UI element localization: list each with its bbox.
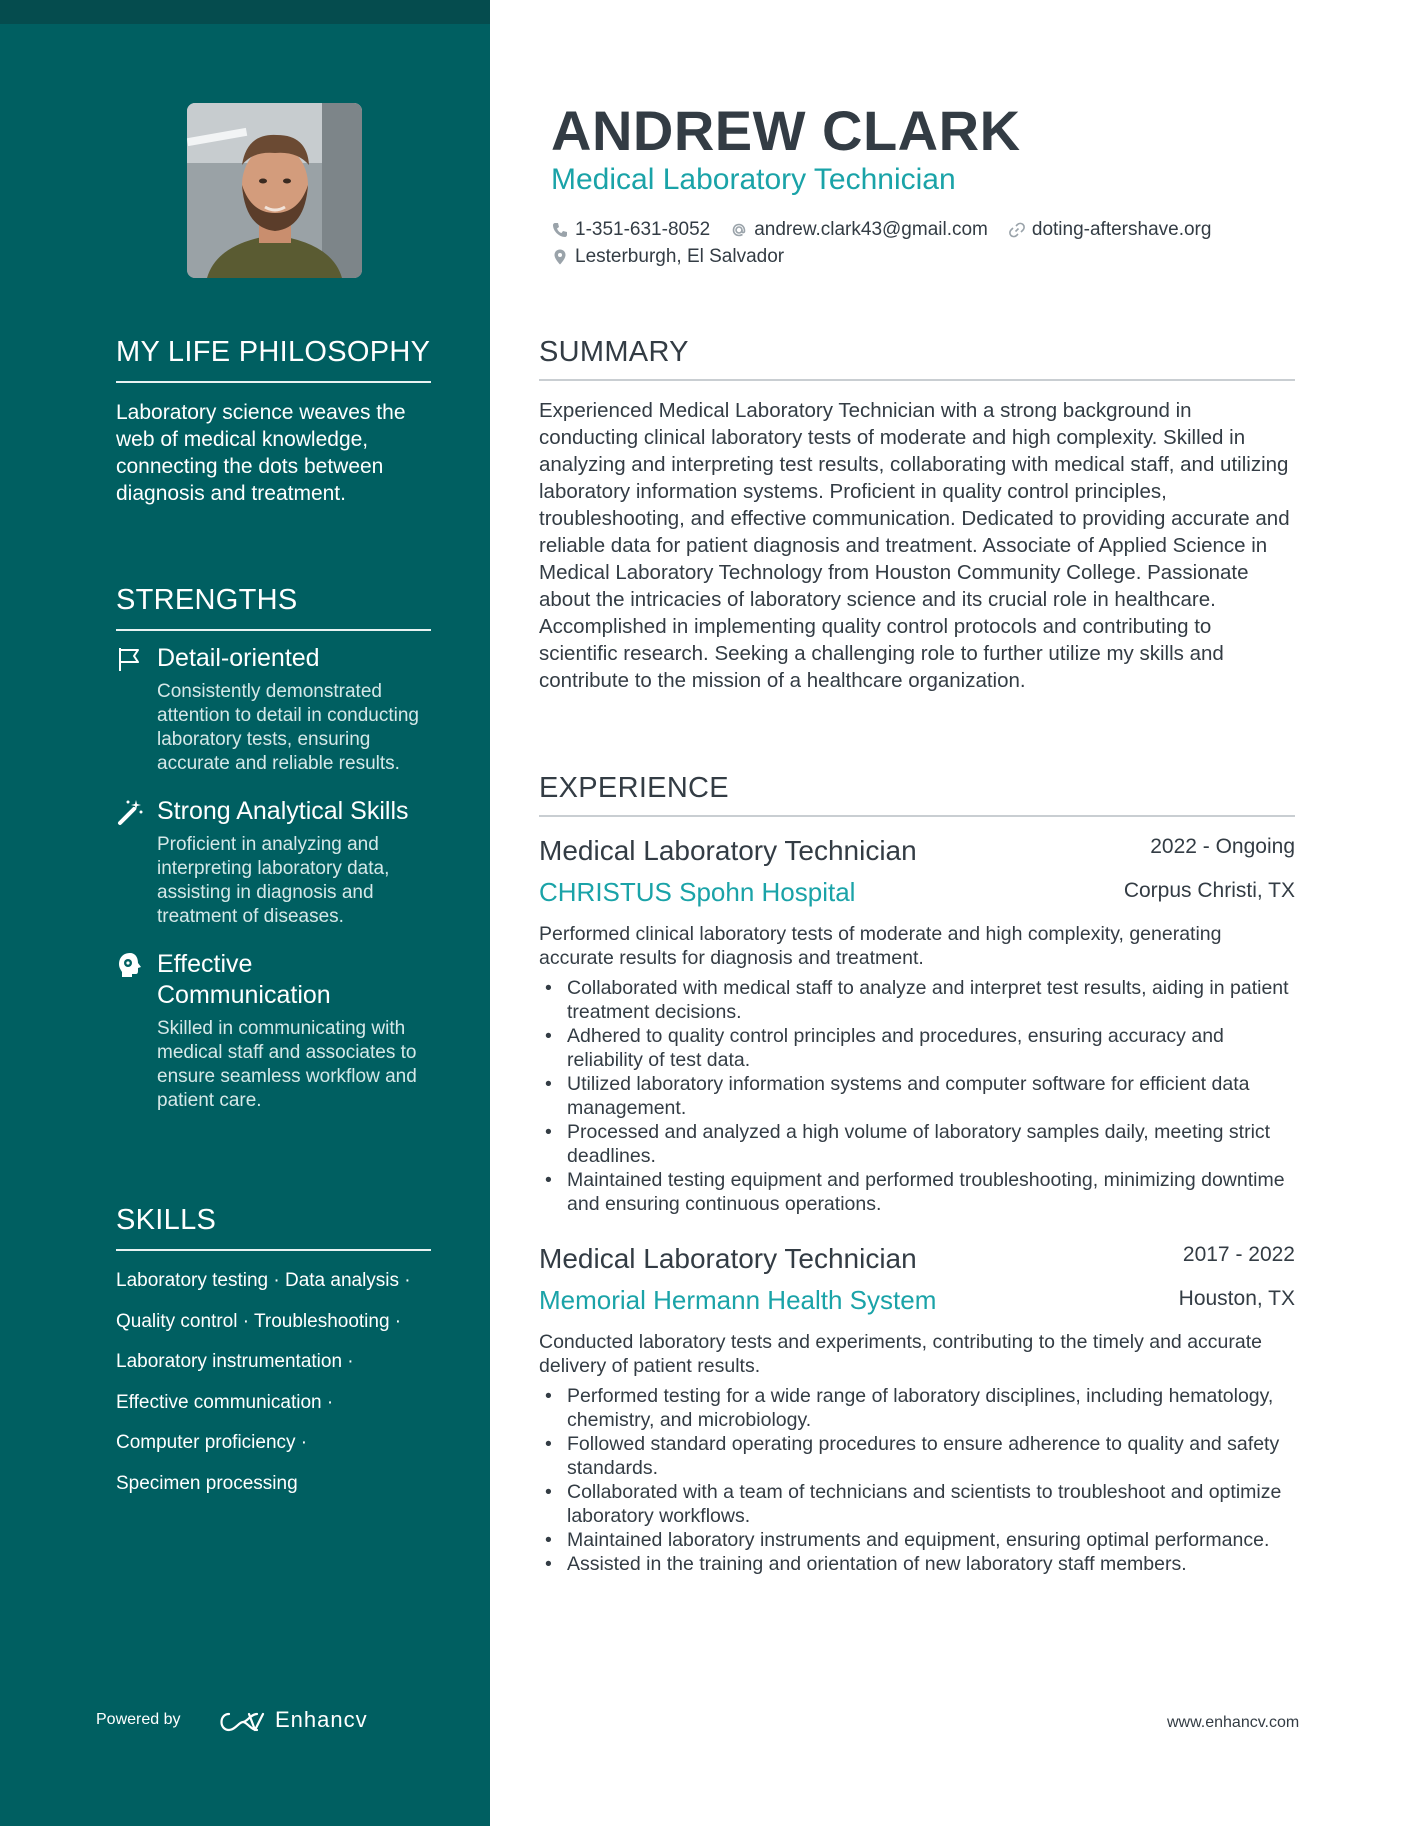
strength-title: Detail-oriented <box>157 644 320 672</box>
sidebar <box>0 0 490 1826</box>
contact-row <box>551 218 1211 242</box>
job-dates: 2022 - Ongoing <box>1150 835 1295 858</box>
website-link[interactable]: doting-aftershave.org <box>1031 219 1212 240</box>
strengths-heading: STRENGTHS <box>116 584 431 631</box>
location-pin-icon <box>551 248 569 266</box>
job-bullet: • Collaborated with medical staff to analyze and interpret test results, aiding in patient treatment decisions. <box>539 976 1295 1024</box>
profile-photo <box>187 103 362 278</box>
job-bullet: • Processed and analyzed a high volume of laboratory samples daily, meeting strict deadlines. <box>539 1120 1295 1168</box>
phone-number[interactable]: 1-351-631-8052 <box>575 219 711 240</box>
skill-line: Laboratory instrumentation · <box>116 1351 354 1372</box>
job-bullet-list <box>539 976 1295 1216</box>
at-icon <box>730 221 748 239</box>
philosophy-section <box>116 336 431 507</box>
powered-by-label: Powered by <box>96 1711 181 1728</box>
job-description: Performed clinical laboratory tests of moderate and high complexity, generating accurate results for diagnosis and treatment. <box>539 923 1222 969</box>
strength-title: Effective Communication <box>157 950 331 1009</box>
job-company: CHRISTUS Spohn Hospital <box>539 877 856 907</box>
candidate-name: ANDREW CLARK <box>551 99 1021 162</box>
summary-text: Experienced Medical Laboratory Technician with a strong background in conducting clinical laboratory tests of moderate and high complexity. Skilled in analyzing and interpreting test results, collaborating with medical staff, and utilizing laboratory information systems. Proficient in quality control principles, troubleshooting, and effective communication. Dedicated to providing accurate and reliable data for patient diagnosis and treatment. Associate of Applied Science in Medical Laboratory Technology from Houston Community College. Passionate about the intricacies of laboratory science and its crucial role in healthcare. Accomplished in implementing quality control protocols and contributing to scientific research. Seeking a challenging role to further utilize my skills and contribute to the mission of a healthcare organization. <box>539 399 1290 692</box>
job-location: Houston, TX <box>1178 1287 1295 1310</box>
email-address[interactable]: andrew.clark43@gmail.com <box>754 219 988 240</box>
skills-section <box>116 1204 431 1512</box>
skill-line: Computer proficiency · <box>116 1432 308 1453</box>
job-title: Medical Laboratory Technician <box>539 835 917 866</box>
magic-wand-icon <box>116 798 144 826</box>
phone-icon <box>551 221 569 239</box>
experience-heading: EXPERIENCE <box>539 772 1295 817</box>
summary-section <box>539 336 1295 694</box>
job-company: Memorial Hermann Health System <box>539 1285 937 1315</box>
location-text: Lesterburgh, El Salvador <box>575 246 785 267</box>
philosophy-heading: MY LIFE PHILOSOPHY <box>116 336 431 383</box>
job-bullet: • Assisted in the training and orientation of new laboratory staff members. <box>539 1552 1295 1576</box>
job-bullet-list <box>539 1384 1295 1576</box>
strength-item <box>116 796 431 929</box>
flag-icon <box>116 645 144 673</box>
skills-list <box>116 1269 431 1496</box>
summary-heading: SUMMARY <box>539 336 1295 381</box>
job-bullet: • Performed testing for a wide range of laboratory disciplines, including hematology, chemistry, and microbiology. <box>539 1384 1295 1432</box>
skills-heading: SKILLS <box>116 1204 431 1251</box>
strength-item <box>116 643 431 776</box>
skill-line: Quality control · Troubleshooting · <box>116 1310 402 1332</box>
strength-item <box>116 949 431 1113</box>
head-brain-icon <box>116 951 144 979</box>
strength-description: Skilled in communicating with medical staff and associates to ensure seamless workflow and patient care. <box>157 1018 417 1111</box>
skill-line: Effective communication · <box>116 1391 334 1413</box>
job-title: Medical Laboratory Technician <box>539 1243 917 1274</box>
candidate-role: Medical Laboratory Technician <box>551 163 956 196</box>
strength-description: Consistently demonstrated attention to detail in conducting laboratory tests, ensuring accurate and reliable results. <box>157 681 419 774</box>
experience-section <box>539 772 1295 817</box>
job-bullet: • Maintained laboratory instruments and equipment, ensuring optimal performance. <box>539 1528 1295 1552</box>
job-bullet: • Utilized laboratory information systems and computer software for efficient data management. <box>539 1072 1295 1120</box>
job-bullet: • Collaborated with a team of technicians and scientists to troubleshoot and optimize laboratory workflows. <box>539 1480 1295 1528</box>
contact-row <box>551 245 784 269</box>
job-dates: 2017 - 2022 <box>1182 1243 1295 1266</box>
job-bullet: • Maintained testing equipment and performed troubleshooting, minimizing downtime and ensuring continuous operations. <box>539 1168 1295 1216</box>
job-bullet: • Followed standard operating procedures to ensure adherence to quality and safety standards. <box>539 1432 1295 1480</box>
job-location: Corpus Christi, TX <box>1123 879 1295 902</box>
link-icon <box>1008 221 1026 239</box>
job-description: Conducted laboratory tests and experiments, contributing to the timely and accurate delivery of patient results. <box>539 1331 1262 1377</box>
strength-description: Proficient in analyzing and interpreting laboratory data, assisting in diagnosis and treatment of diseases. <box>157 834 390 927</box>
enhancv-brand-name[interactable]: Enhancv <box>275 1707 368 1732</box>
skill-line: Laboratory testing · Data analysis · <box>116 1270 411 1291</box>
strength-title: Strong Analytical Skills <box>157 797 409 825</box>
strengths-section <box>116 584 431 1113</box>
sidebar-top-bar <box>0 0 490 24</box>
footer-website[interactable]: www.enhancv.com <box>1167 1714 1300 1731</box>
skill-line: Specimen processing <box>116 1472 298 1494</box>
job-bullet: • Adhered to quality control principles and procedures, ensuring accuracy and reliability of test data. <box>539 1024 1295 1072</box>
philosophy-text: Laboratory science weaves the web of medical knowledge, connecting the dots between diagnosis and treatment. <box>116 401 406 505</box>
